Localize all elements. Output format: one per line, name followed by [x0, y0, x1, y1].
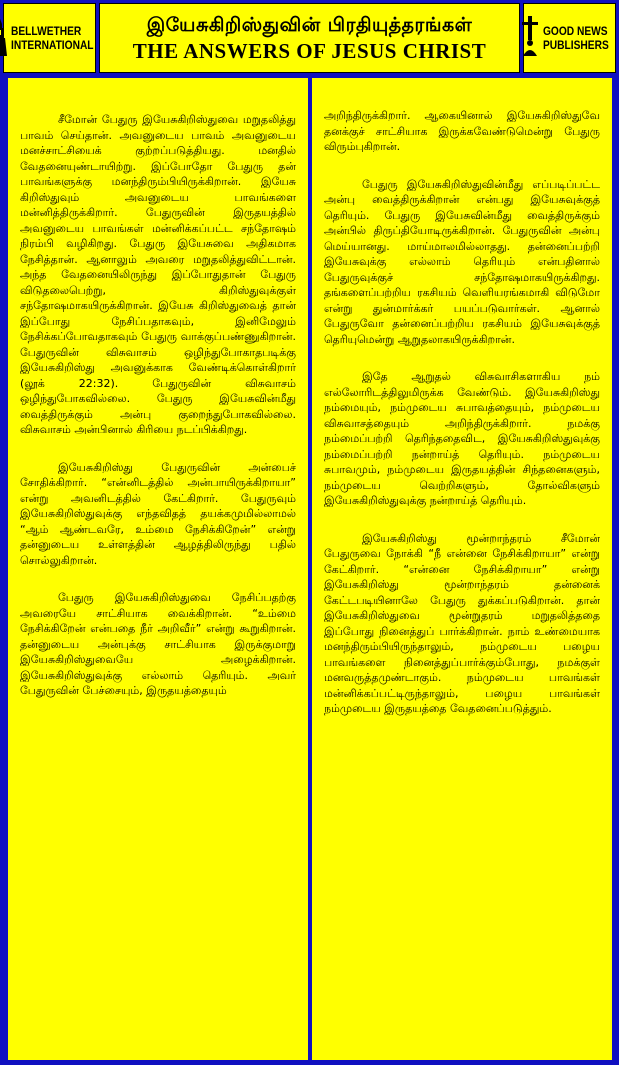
- left-logo-line1: BELLWETHER: [10, 24, 82, 38]
- right-logo-line2: PUBLISHERS: [542, 38, 609, 52]
- page-title-tamil: இயேசுகிறிஸ்துவின் பிரதியுத்தரங்கள்: [146, 14, 473, 36]
- paragraph: சீமோன் பேதுரு இயேசுகிறிஸ்துவை மறுதலித்து பாவம் செய்தான். அவனுடைய பாவம் அவனுடைய மனச்சாட்சியைக் குற்றப்படுத்தியது. மனதில் வேதனையுண்டாயிற்று. இப்போதோ பேதுரு தன் பாவங்களுக்கு மனந்திரும்பியிருக்கிறான். இயேசு கிறிஸ்துவும் அவனுடைய பாவங்களை மன்னித்திருக்கிறார். பேதுருவின் இருதயத்தில் அவனுடைய பாவங்கள் மன்னிக்கப்பட்ட சந்தோஷம் நிரம்பி வழிகிறது. பேதுரு இயேசுவை அதிகமாக நேசித்தான். ஆனாலும் அவரை மறுதலித்துவிட்டான். அந்த வேதனையிலிருந்து இப்போதுதான் பேதுரு விடுதலைபெற்று, கிறிஸ்துவுக்குள் சந்தோஷமாகயிருக்கிறான். இயேசு கிறிஸ்துவைத் தான் இப்போது நேசிப்பதாகவும், இனிமேலும் நேசிக்கப்போவதாகவும் பேதுரு வாக்குப்பண்ணுகிறான். பேதுருவின் விசுவாசம் ஒழிந்துபோகாதபடிக்கு இயேசுகிறிஸ்து அவனுக்காக வேண்டிக்கொள்கிறார் (லூக் 22:32). பேதுருவின் விசுவாசம் ஒழிந்துபோகவில்லை. பேதுரு இயேசுவின்மீது வைத்திருக்கும் அன்பு குறைந்துபோகவில்லை. விசுவாசம் அன்பினால் கிரியை நடப்பிக்கிறது.: [20, 113, 296, 436]
- title-box: [99, 3, 520, 73]
- paragraph: இயேசுகிறிஸ்து மூன்றாந்தரம் சீமோன் பேதுருவை நோக்கி “நீ என்னை நேசிக்கிறாயா” என்று கேட்கிறார். “என்னை நேசிக்கிறாயா” என்று இயேசுகிறிஸ்து மூன்றாந்தரம் தன்னைக் கேட்டபடியினாலே பேதுரு துக்கப்படுகிறான். தான் இயேசுகிறிஸ்துவை மூன்றுதரம் மறுதலித்ததை இப்போது நினைத்துப் பார்க்கிறான். நாம் உண்மையாக மனந்திரும்பியிருந்தாலும், நம்முடைய பழைய பாவங்களை நினைத்துப்பார்க்கும்போது, நமக்குள் மனவருத்தமுண்டாகும். நம்முடைய பாவங்கள் மன்னிக்கப்பட்டிருந்தாலும், பழைய பாவங்கள் நம்முடைய இருதயத்தை வேதனைப்படுத்தும்.: [324, 531, 600, 715]
- paragraph: பேதுரு இயேசுகிறிஸ்துவை நேசிப்பதற்கு அவரையே சாட்சியாக வைக்கிறான். “உம்மை நேசிக்கிறேன் என்பதை நீர் அறிவீர்” என்று கூறுகிறான். தன்னுடைய அன்புக்கு சாட்சியாக இருக்குமாறு இயேசுகிறிஸ்துவையே அழைக்கிறான். இயேசுகிறிஸ்துவுக்கு எல்லாம் தெரியும். அவர் பேதுருவின் பேச்சையும், இருதயத்தையும்: [20, 591, 296, 697]
- paragraph: இயேசுகிறிஸ்து பேதுருவின் அன்பைச் சோதிக்கிறார். “என்னிடத்தில் அன்பாயிருக்கிறாயா” என்று அவனிடத்தில் கேட்கிறார். பேதுருவும் இயேசுகிறிஸ்துவுக்கு எந்தவிதத் தயக்கமுமில்லாமல் “ஆம் ஆண்டவரே, உம்மை நேசிக்கிறேன்” என்று தன்னுடைய உள்ளத்தின் ஆழத்திலிருந்து பதில் சொல்லுகிறான்.: [20, 460, 296, 567]
- good-news-logo: [523, 3, 616, 73]
- header: [3, 3, 616, 73]
- paragraph: அறிந்திருக்கிறார். ஆகையினால் இயேசுகிறிஸ்துவே தனக்குச் சாட்சியாக இருக்கவேண்டுமென்று பேதுரு விரும்புகிறான்.: [324, 109, 600, 153]
- right-logo-line1: GOOD NEWS: [542, 24, 608, 38]
- cross-figure-icon: [519, 16, 541, 60]
- right-column: [312, 78, 612, 1060]
- page-title-english: THE ANSWERS OF JESUS CHRIST: [132, 39, 487, 63]
- paragraph: பேதுரு இயேசுகிறிஸ்துவின்மீது எப்படிப்பட்ட அன்பு வைத்திருக்கிறான் என்பது இயேசுவுக்குத் தெரியும். பேதுரு இயேசுவின்மீது வைத்திருக்கும் அன்பில் திருப்தியோடிருக்கிறான். பேதுருவின் அன்பு மெய்யானது. மாய்மாலமில்லாதது. தன்னைப்பற்றி இயேசுவுக்கு எல்லாம் தெரியும் என்பதினால் பேதுருவுக்குச் சந்தோஷமாகயிருக்கிறது. தங்களைப்பற்றிய ரகசியம் வெளியரங்கமாகி விடுமோ என்று துன்மார்க்கர் பயப்படுவார்கள். ஆனால் பேதுருவோ தன்னைப்பற்றிய ரகசியம் இயேசுவுக்குத் தெரியுமென்று ஆறுதலாகயிருக்கிறான்.: [324, 177, 600, 346]
- left-logo-line2: INTERNATIONAL: [10, 38, 94, 52]
- bell-tower-icon: [0, 16, 7, 60]
- left-column: [8, 78, 308, 1060]
- bellwether-logo: [3, 3, 96, 73]
- paragraph: இதே ஆறுதல் விசுவாசிகளாகிய நம் எல்லோரிடத்திலுமிருக்க வேண்டும். இயேசுகிறிஸ்து நம்மையும், நம்முடைய சுபாவத்தையும், நம்முடைய விசுவாசத்தையும் அறிந்திருக்கிறார். நமக்கு நம்மைப்பற்றி தெரிந்ததைவிட, இயேசுகிறிஸ்துவுக்கு நம்மைப்பற்றி நன்றாய்த் தெரியும். நம்முடைய சுபாவமும், நம்முடைய இருதயத்தின் சிந்தனைகளும், நம்முடைய வெற்றிகளும், தோல்விகளும் இயேசுகிறிஸ்துவுக்கு நன்றாய்த் தெரியும்.: [324, 370, 600, 507]
